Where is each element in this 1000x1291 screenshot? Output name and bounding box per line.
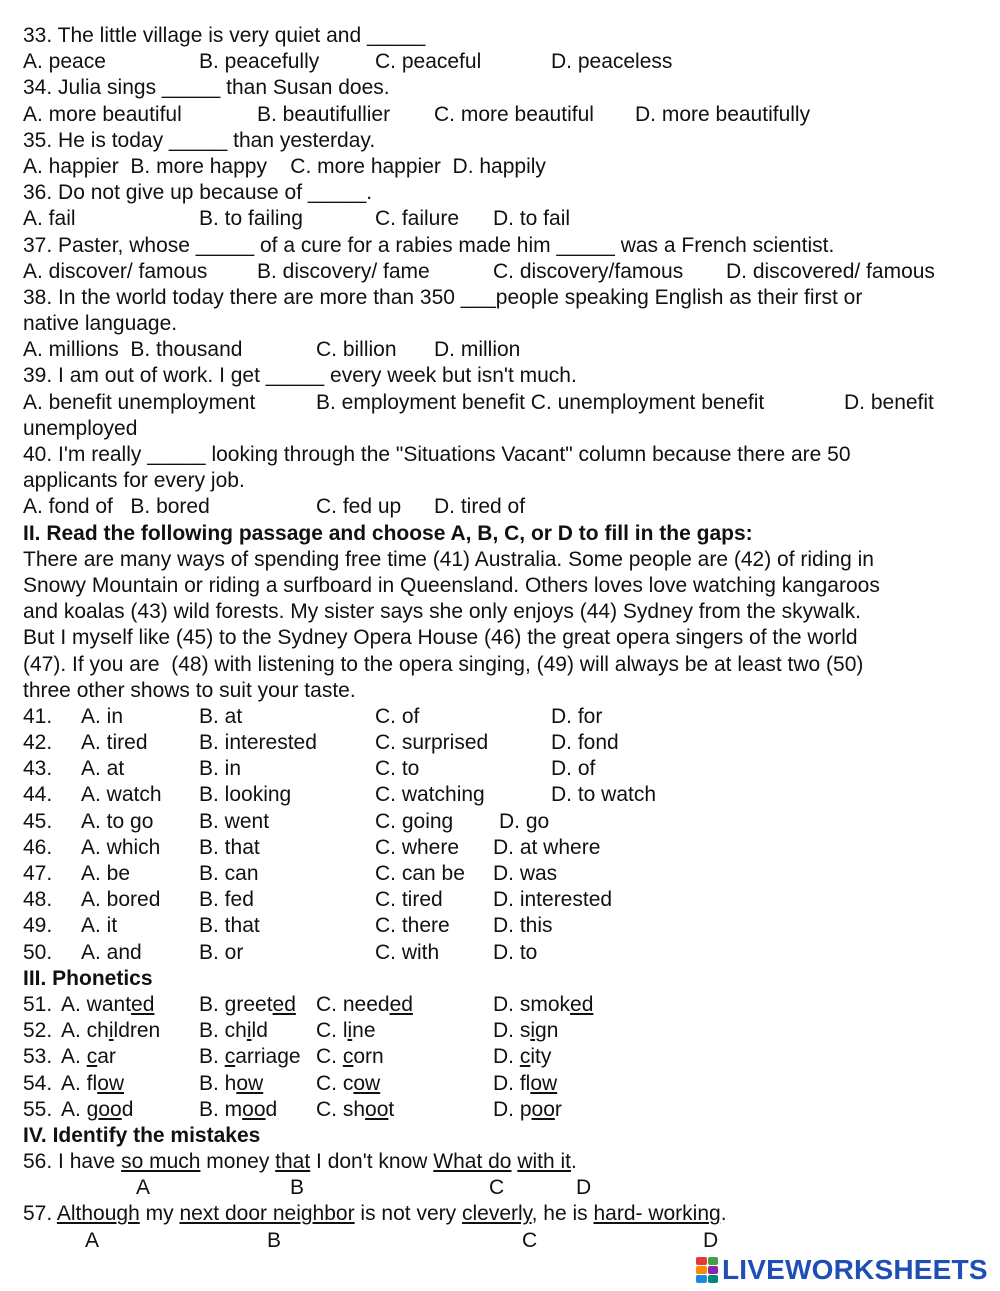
passage-question-row [23,835,983,861]
option-b[interactable]: B. peacefully [199,50,320,74]
option-a[interactable]: A. at [81,757,125,781]
option-d[interactable]: D. tired of [434,495,526,519]
option-d[interactable]: D. to fail [493,207,571,231]
option-c[interactable]: C. discovery/famous [493,259,684,283]
option-a[interactable]: A. children [61,1019,161,1043]
question-number: 44. [23,783,53,807]
letter-c: C [522,1228,538,1252]
option-c[interactable]: C. there [375,914,450,938]
options-40 [23,494,983,520]
option-a[interactable]: A. and [81,940,142,964]
section-4-heading: IV. Identify the mistakes [23,1123,261,1147]
passage-question-row [23,782,983,808]
question-33 [23,23,983,49]
question-38-cont [23,311,983,337]
option-c[interactable]: C. surprised [375,731,489,755]
option-b[interactable]: B. fed [199,888,254,912]
question-number: 41. [23,704,53,728]
options-35 [23,154,983,180]
passage-line: But I myself like (45) to the Sydney Opera House (46) the great opera singers of the world [23,626,858,650]
option-d[interactable]: D. discovered/ famous [726,259,935,283]
option-d[interactable]: D. more beautifully [635,102,811,126]
option-d[interactable]: D. of [551,757,596,781]
option-b[interactable]: B. beautifullier [257,102,391,126]
option-a[interactable]: A. in [81,704,124,728]
question-40 [23,442,983,468]
option-b[interactable]: B. interested [199,731,317,755]
option-a[interactable]: A. benefit unemployment [23,390,256,414]
phonetics-row [23,992,983,1018]
option-d[interactable]: D. at where [493,835,601,859]
question-36 [23,180,983,206]
options-38 [23,337,983,363]
passage-line: and koalas (43) wild forests. My sister says she only enjoys (44) Sydney from the skywalk. [23,600,861,624]
option-b[interactable]: B. carriage [199,1045,301,1069]
letter-d: D [576,1176,592,1200]
question-stem: 39. I am out of work. I get _____ every week but isn't much. [23,364,577,388]
question-40-cont [23,468,983,494]
option-d[interactable]: D. million [434,338,521,362]
phonetics-row [23,1044,983,1070]
question-number: 51. [23,992,53,1016]
mistake-d[interactable]: hard- working [593,1202,721,1226]
letter-c: C [489,1176,505,1200]
option-b[interactable]: B. discovery/ fame [257,259,430,283]
options-39 [23,390,983,416]
option-b-c[interactable]: B. employment benefit C. unemployment benefit [316,390,765,414]
passage-line: three other shows to suit your taste. [23,678,356,702]
option-b[interactable]: B. looking [199,783,292,807]
question-39 [23,363,983,389]
options-37 [23,259,983,285]
question-stem: applicants for every job. [23,469,245,493]
section-3-heading: III. Phonetics [23,966,153,990]
option-a[interactable]: A. discover/ famous [23,259,208,283]
option-b[interactable]: B. in [199,757,242,781]
option-a[interactable]: A. which [81,835,161,859]
question-number: 49. [23,914,53,938]
mistake-c[interactable]: cleverly [461,1202,532,1226]
option-d[interactable]: D. was [493,862,558,885]
option-a[interactable]: A. fail [23,207,76,231]
option-d[interactable]: D. city [493,1045,552,1069]
option-b[interactable]: B. can [199,862,259,885]
question-number: 48. [23,888,53,912]
option-c[interactable]: C. watching [375,783,485,807]
option-d[interactable]: D. interested [493,888,613,912]
passage-line: (47). If you are (48) with listening to the opera singing, (49) will always be at least two (50) [23,652,864,676]
question-number: 42. [23,731,53,755]
option-a[interactable]: A. more beautiful [23,102,182,126]
option-c[interactable]: C. going [375,809,454,833]
option-d[interactable]: D. flow [493,1071,558,1095]
option-c[interactable]: C. where [375,835,460,859]
option-c[interactable]: C. line [316,1019,376,1043]
passage-question-row [23,887,983,913]
phonetics-row [23,1018,983,1044]
option-b[interactable]: B. went [199,809,270,833]
question-stem: 38. In the world today there are more than 350 ___people speaking English as their first or [23,285,863,309]
passage-question-row [23,861,983,887]
mistake-a[interactable]: Although [56,1202,140,1226]
option-c[interactable]: C. tired [375,888,443,912]
option-b[interactable]: B. that [199,914,260,938]
letter-a: A [136,1176,151,1200]
mistake-c[interactable]: What do [433,1150,512,1174]
passage-question-row [23,704,983,730]
question-number: 45. [23,809,53,833]
option-c[interactable]: C. needed [316,992,413,1016]
question-56: 56. I have so much money that I don't know What do with it. [23,1150,577,1174]
question-stem: 40. I'm really _____ looking through the "Situations Vacant" column because there are 50 [23,443,851,466]
question-number: 53. [23,1045,53,1069]
option-a[interactable]: A. be [81,862,131,885]
passage-question-row [23,809,983,835]
letter-b: B [290,1176,305,1200]
options-39-cont [23,416,983,442]
option-c[interactable]: C. more beautiful [434,102,594,126]
section-3-options [23,992,983,1123]
option-c[interactable]: C. of [375,704,420,728]
option-d[interactable]: D. poor [493,1097,562,1121]
passage-question-row [23,913,983,939]
letter-d: D [703,1228,719,1252]
letter-a: A [85,1228,100,1252]
logo-text: LIVEWORKSHEETS [722,1254,988,1285]
section-2-heading: II. Read the following passage and choose A, B, C, or D to fill in the gaps: [23,521,753,545]
mistake-a[interactable]: so much [121,1150,201,1174]
option-a-b[interactable]: A. millions B. thousand [23,338,243,362]
mistake-d[interactable]: with it [517,1150,572,1174]
option-d[interactable]: D. smoked [493,992,594,1016]
question-number: 52. [23,1019,53,1043]
question-number: 46. [23,835,53,859]
option-d[interactable]: D. this [493,914,553,938]
passage-question-row [23,940,983,966]
option-a[interactable]: A. peace [23,50,106,74]
question-34 [23,75,983,101]
option-d[interactable]: D. to watch [551,783,657,807]
question-stem: 34. Julia sings _____ than Susan does. [23,76,390,100]
mistake-b[interactable]: that [275,1150,311,1174]
passage-line: Snowy Mountain or riding a surfboard in Queensland. Others loves love watching kangaroos [23,573,880,597]
options-33 [23,49,983,75]
option-d-cont[interactable]: unemployed [23,416,138,440]
question-number: 54. [23,1071,53,1095]
question-35 [23,128,983,154]
question-stem: 36. Do not give up because of _____. [23,181,373,205]
passage-line: There are many ways of spending free time (41) Australia. Some people are (42) of riding in [23,547,874,571]
options-text[interactable]: A. happier B. more happy C. more happier D. happily [23,154,546,178]
passage-question-row [23,730,983,756]
option-a[interactable]: A. flow [61,1071,125,1095]
option-c[interactable]: C. with [375,940,440,964]
option-b[interactable]: B. child [199,1019,268,1043]
section-2-options [23,704,983,966]
option-c[interactable]: C. peaceful [375,50,482,74]
question-number: 43. [23,757,53,781]
worksheet [23,23,983,1254]
option-a[interactable]: A. watch [81,783,162,807]
option-c[interactable]: C. to [375,757,420,781]
option-c[interactable]: C. can be [375,862,465,885]
question-number: 55. [23,1097,53,1121]
option-c[interactable]: C. fed up [316,495,402,519]
option-a[interactable]: A. tired [81,731,148,755]
option-d[interactable]: D. for [551,704,603,728]
options-34 [23,102,983,128]
mistake-b[interactable]: next door neighbor [179,1202,355,1226]
phonetics-row [23,1097,983,1123]
question-37 [23,233,983,259]
option-b[interactable]: B. greeted [199,992,296,1016]
option-a[interactable]: A. to go [81,809,154,833]
option-c[interactable]: C. shoot [316,1097,395,1121]
option-b[interactable]: B. at [199,704,243,728]
option-b[interactable]: B. how [199,1071,264,1095]
option-d[interactable]: D. fond [551,731,619,755]
option-c[interactable]: C. failure [375,207,460,231]
question-number: 50. [23,940,53,964]
question-57: 57. Although my next door neighbor is not very cleverly, he is hard- working. [23,1202,727,1226]
question-stem: 33. The little village is very quiet and _____ [23,24,426,47]
option-a[interactable]: A. it [81,914,118,938]
phonetics-row [23,1071,983,1097]
logo-blocks-icon [696,1257,718,1283]
option-b[interactable]: B. or [199,940,244,964]
liveworksheets-logo [696,1255,988,1285]
option-c[interactable]: C. cow [316,1071,381,1095]
question-stem: native language. [23,312,178,336]
option-a[interactable]: A. car [61,1045,116,1069]
option-d[interactable]: D. benefit [844,390,934,414]
option-d[interactable]: D. go [499,809,550,833]
option-d[interactable]: D. sign [493,1019,559,1043]
letter-b: B [267,1228,282,1252]
option-d[interactable]: D. peaceless [551,50,673,74]
question-number: 47. [23,862,53,885]
options-36 [23,206,983,232]
option-a[interactable]: A. bored [81,888,161,912]
option-a[interactable]: A. good [61,1097,134,1121]
question-stem: 35. He is today _____ than yesterday. [23,128,376,152]
question-stem: 37. Paster, whose _____ of a cure for a rabies made him _____ was a French scientist. [23,233,835,257]
option-b[interactable]: B. mood [199,1097,278,1121]
option-c[interactable]: C. billion [316,338,397,362]
option-b[interactable]: B. that [199,835,260,859]
option-d[interactable]: D. to [493,940,538,964]
option-b[interactable]: B. to failing [199,207,303,231]
option-c[interactable]: C. corn [316,1045,384,1069]
passage-question-row [23,756,983,782]
question-57-letters [23,1228,983,1254]
question-38 [23,285,983,311]
option-a[interactable]: A. wanted [61,992,155,1016]
question-56-letters [23,1175,983,1201]
option-a-b[interactable]: A. fond of B. bored [23,495,210,519]
